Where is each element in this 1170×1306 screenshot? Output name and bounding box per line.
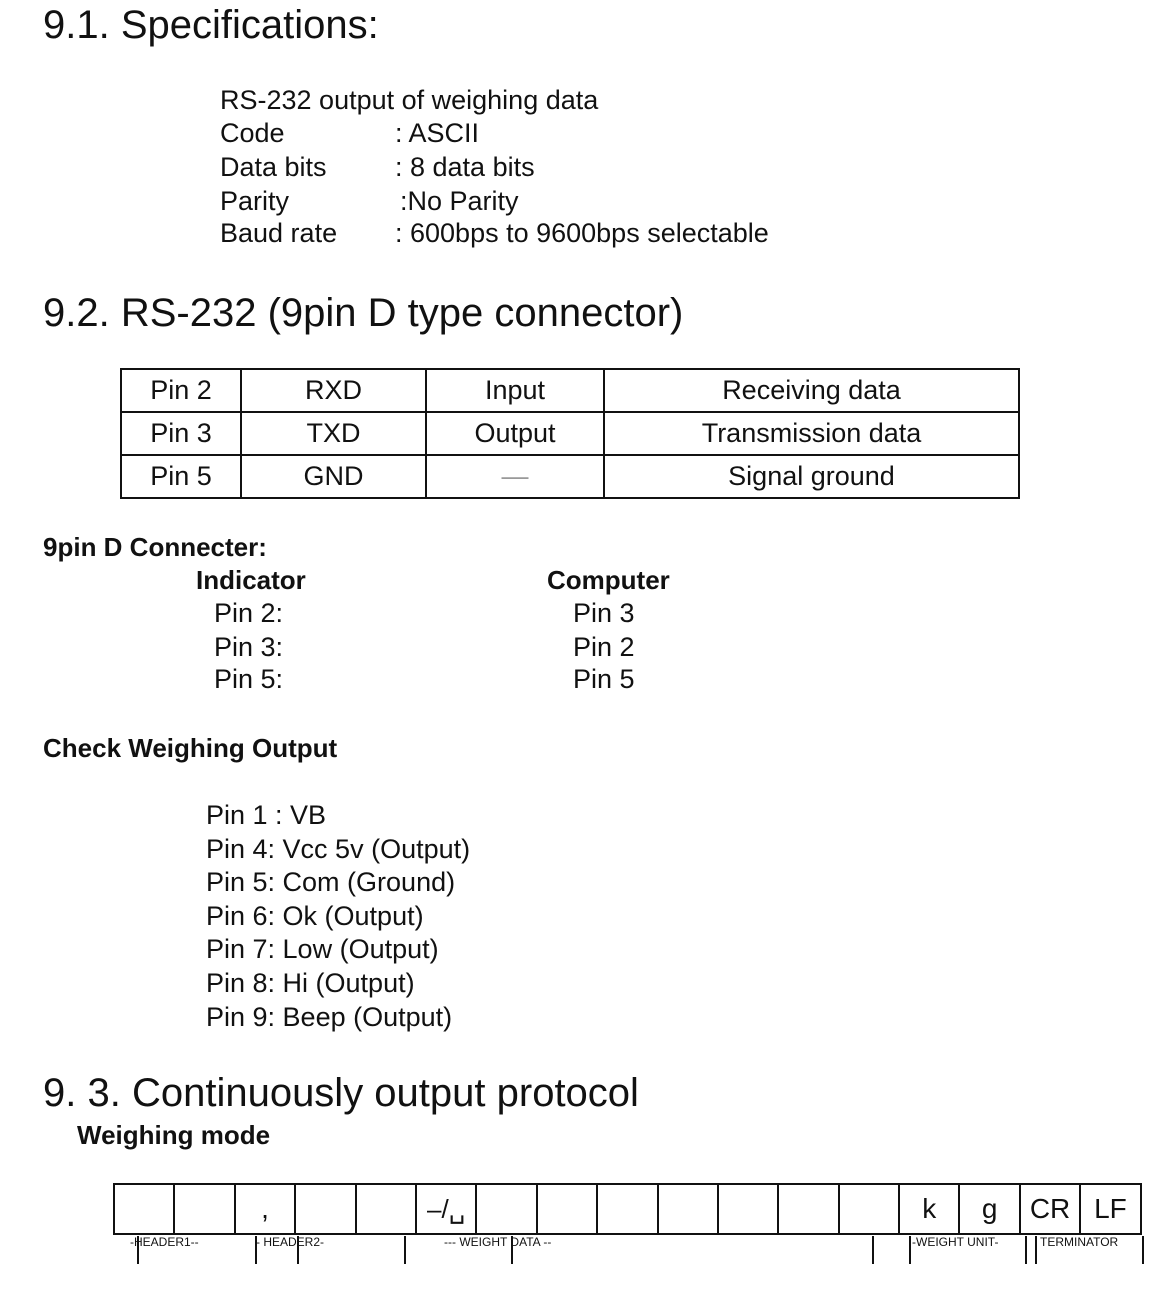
check-item: Pin 9: Beep (Output) [206, 1002, 453, 1032]
table-cell: — [426, 455, 604, 498]
connector-title: 9pin D Connecter: [43, 532, 267, 562]
check-title: Check Weighing Output [43, 733, 338, 763]
indicator-heading: Indicator [196, 565, 306, 595]
label-weight-unit: -WEIGHT UNIT- [912, 1235, 999, 1249]
label-terminator: TERMINATOR [1040, 1235, 1119, 1249]
indicator-pin: Pin 3: [214, 632, 284, 662]
check-item: Pin 6: Ok (Output) [206, 901, 424, 931]
protocol-cell: g [960, 1185, 1020, 1233]
spec-label: Baud rate [220, 218, 338, 248]
spec-value: :No Parity [400, 186, 519, 216]
table-cell: Transmission data [604, 412, 1019, 455]
computer-heading: Computer [547, 565, 670, 595]
protocol-cell: CR [1021, 1185, 1081, 1233]
spec-title: 9.1. Specifications: [43, 3, 379, 47]
check-item: Pin 1 : VB [206, 800, 327, 830]
protocol-cell [779, 1185, 839, 1233]
protocol-cell [477, 1185, 537, 1233]
check-item: Pin 8: Hi (Output) [206, 968, 415, 998]
check-item: Pin 4: Vcc 5v (Output) [206, 834, 471, 864]
protocol-cell: k [900, 1185, 960, 1233]
computer-pin: Pin 2 [573, 632, 635, 662]
label-weight-data: --- WEIGHT DATA -- [444, 1235, 552, 1249]
protocol-cell [296, 1185, 356, 1233]
spec-label: Data bits [220, 152, 327, 182]
table-cell: Input [426, 369, 604, 412]
table-cell: Pin 2 [121, 369, 241, 412]
spec-value: : 8 data bits [395, 152, 535, 182]
indicator-pin: Pin 5: [214, 664, 284, 694]
label-header2: - HEADER2- [256, 1235, 325, 1249]
computer-pin: Pin 3 [573, 598, 635, 628]
protocol-cell: , [236, 1185, 296, 1233]
table-cell: Output [426, 412, 604, 455]
protocol-cell [659, 1185, 719, 1233]
protocol-cell [538, 1185, 598, 1233]
spec-value: : ASCII [395, 118, 480, 148]
table-row [121, 455, 1019, 498]
protocol-cell: –/␣ [417, 1185, 477, 1233]
spec-label: Parity [220, 186, 290, 216]
rs232-pin-table [120, 368, 1020, 499]
spec-label: Code [220, 118, 285, 148]
spec-value: : 600bps to 9600bps selectable [395, 218, 769, 248]
table-cell: RXD [241, 369, 426, 412]
table-cell: TXD [241, 412, 426, 455]
table-cell: GND [241, 455, 426, 498]
table-cell: Signal ground [604, 455, 1019, 498]
indicator-pin: Pin 2: [214, 598, 284, 628]
protocol-cell [357, 1185, 417, 1233]
protocol-cell [719, 1185, 779, 1233]
protocol-mode: Weighing mode [77, 1120, 271, 1150]
protocol-cell [598, 1185, 658, 1233]
protocol-title: 9. 3. Continuously output protocol [43, 1071, 639, 1115]
protocol-frame [113, 1183, 1142, 1235]
check-item: Pin 5: Com (Ground) [206, 867, 456, 897]
rs232-title: 9.2. RS-232 (9pin D type connector) [43, 291, 684, 335]
protocol-cell: LF [1081, 1185, 1141, 1233]
table-cell: Pin 3 [121, 412, 241, 455]
check-item: Pin 7: Low (Output) [206, 934, 439, 964]
table-row [121, 412, 1019, 455]
protocol-cell [175, 1185, 235, 1233]
table-row [121, 369, 1019, 412]
spec-intro: RS-232 output of weighing data [220, 85, 599, 115]
table-cell: Receiving data [604, 369, 1019, 412]
label-header1: -HEADER1-- [130, 1235, 199, 1249]
protocol-cell [115, 1185, 175, 1233]
computer-pin: Pin 5 [573, 664, 635, 694]
table-cell: Pin 5 [121, 455, 241, 498]
protocol-cell [840, 1185, 900, 1233]
